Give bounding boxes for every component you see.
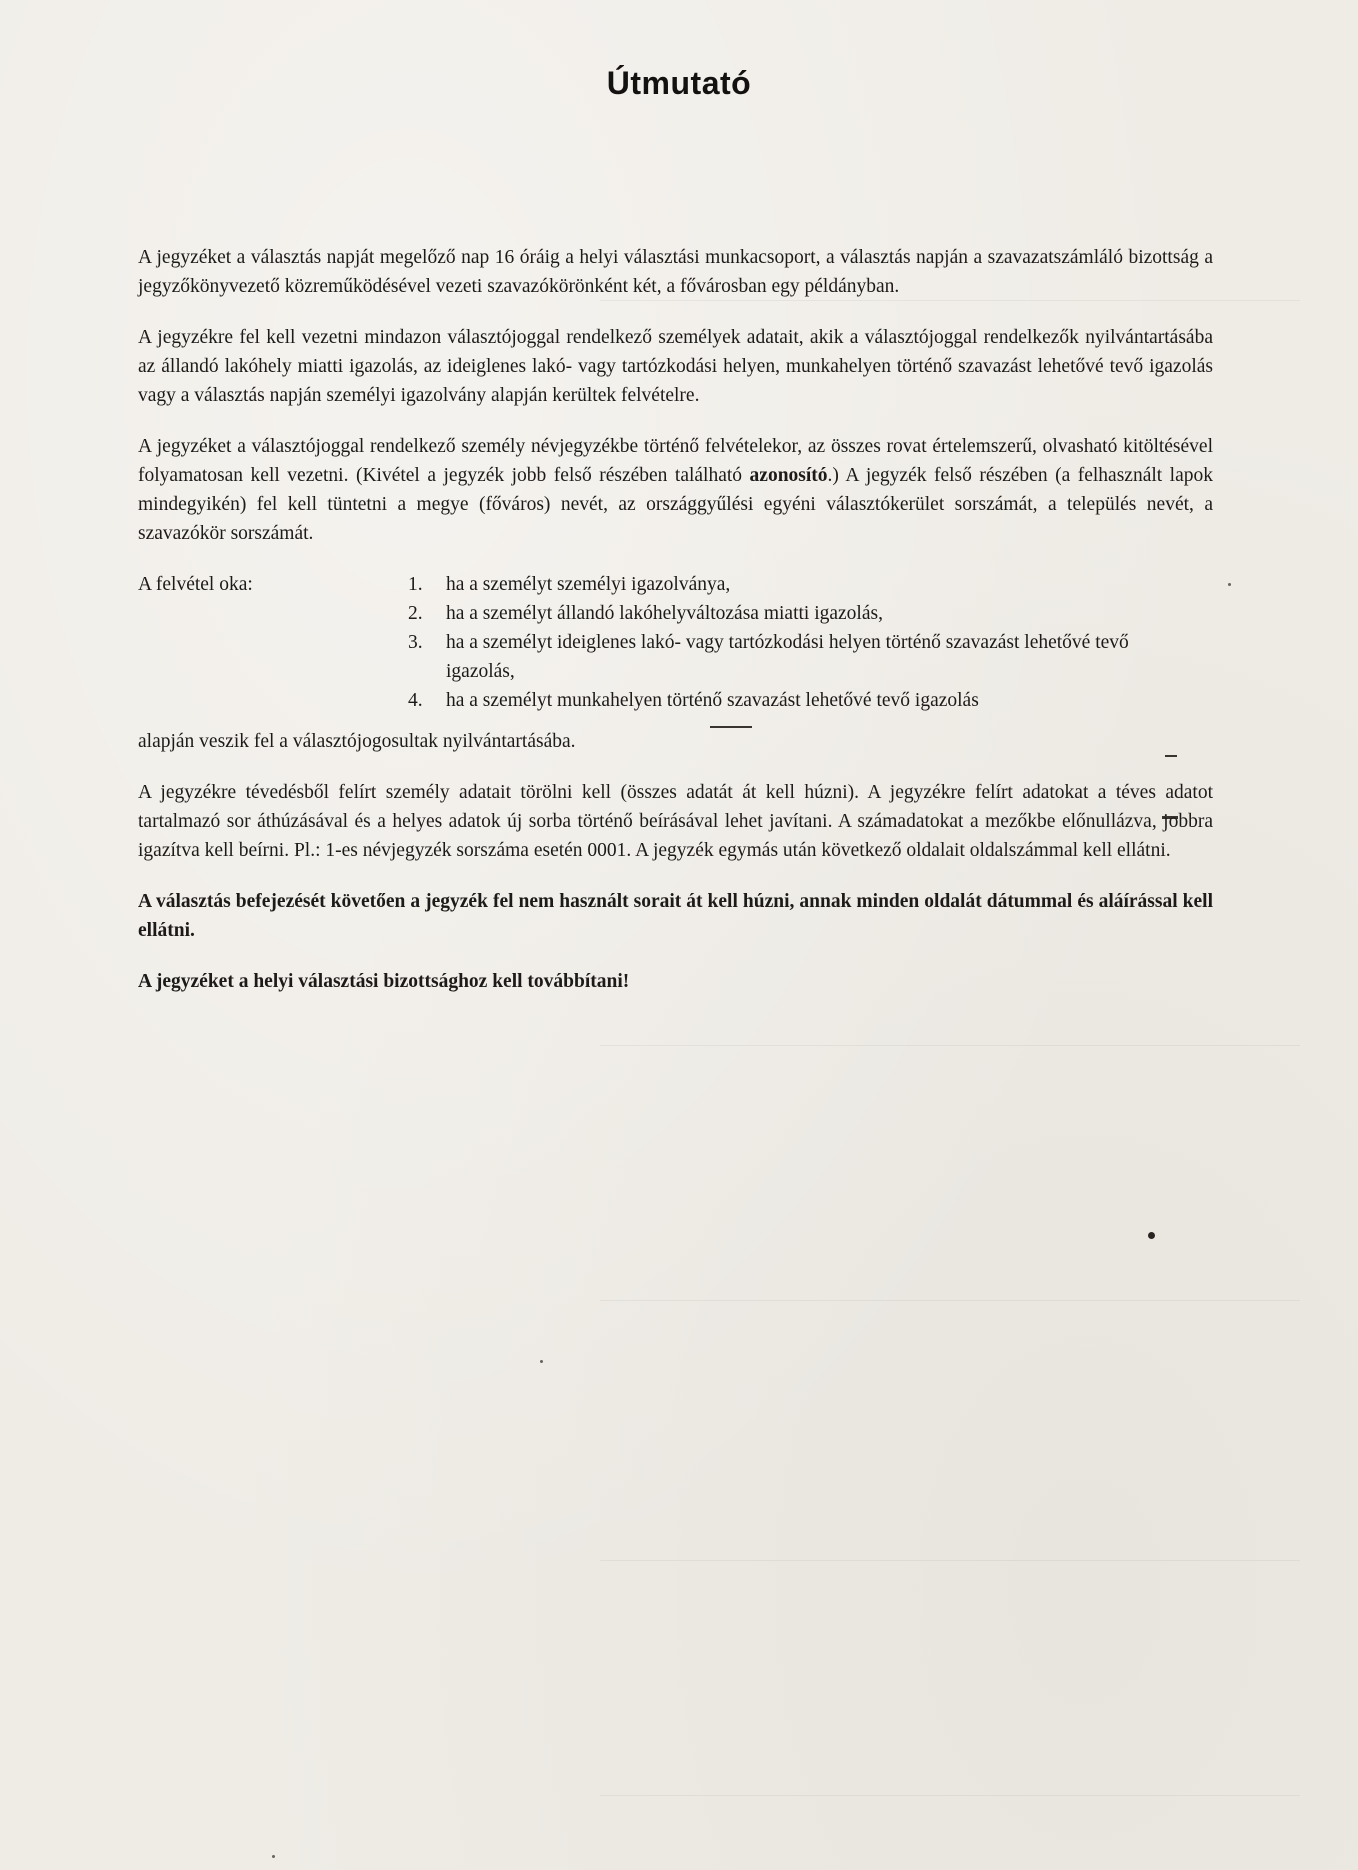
ink-speck [540, 1360, 543, 1363]
list-item-number: 3. [408, 632, 423, 653]
instructions-body [138, 243, 1213, 1018]
registration-reasons [138, 570, 1213, 715]
paragraph-how-to-fill [138, 432, 1213, 548]
page-title: Útmutató [606, 65, 752, 102]
reasons-conclusion: alapján veszik fel a választójogosultak nyilvántartásába. [138, 731, 576, 752]
list-item-text: ha a személyt személyi igazolványa, [446, 574, 731, 595]
list-item-text: ha a személyt ideiglenes lakó- vagy tartózkodási helyen történő szavazást lehetővé tevő igazolás, [446, 632, 1129, 682]
ink-speck [1148, 1232, 1155, 1239]
list-item [408, 628, 1213, 686]
reasons-label: A felvétel oka: [138, 574, 253, 595]
reasons-list [408, 570, 1213, 715]
list-item [408, 570, 1213, 599]
list-item [408, 599, 1213, 628]
list-item-number: 4. [408, 690, 423, 711]
list-item-number: 1. [408, 574, 423, 595]
paragraph-how-to-fill-part1: A jegyzéket a választójoggal rendelkező személy névjegyzékbe történő felvételekor, az összes rovat értelemszerű, olvasható kitöltésével folyamatosan kell vezetni. (Kivétel a jegyzék jobb felső részében található [138, 436, 1213, 486]
list-item-text: ha a személyt állandó lakóhelyváltozása miatti igazolás, [446, 603, 883, 624]
paragraph-who-keeps-list: A jegyzéket a választás napját megelőző nap 16 óráig a helyi választási munkacsoport, a választás napján a szavazatszámláló bizottság a jegyzőkönyvezető közreműködésével vezeti szavazókörönként két, a fővárosban egy példányban. [138, 247, 1213, 297]
bleed-through-line [600, 1045, 1300, 1046]
list-item [408, 686, 1213, 715]
ink-speck [272, 1855, 275, 1858]
paragraph-closing-instructions: A választás befejezését követően a jegyzék fel nem használt sorait át kell húzni, annak minden oldalát dátummal és aláírással kell ellátni. [138, 891, 1213, 941]
ink-speck [1228, 583, 1231, 586]
paragraph-who-to-register: A jegyzékre fel kell vezetni mindazon választójoggal rendelkező személyek adatait, akik a választójoggal rendelkezők nyilvántartásába az állandó lakóhely miatti igazolás, az ideiglenes lakó- vagy tartózkodási helyen, munkahelyen történő szavazást lehetővé tevő igazolás vagy a választás napján személyi igazolvány alapján kerültek felvételre. [138, 327, 1213, 406]
list-item-text: ha a személyt munkahelyen történő szavazást lehetővé tevő igazolás [446, 690, 979, 711]
bleed-through-line [600, 1300, 1300, 1301]
paragraph-corrections: A jegyzékre tévedésből felírt személy adatait törölni kell (összes adatát át kell húzni). A jegyzékre felírt adatokat a téves adatot tartalmazó sor áthúzásával és a helyes adatok új sorba történő beírásával lehet javítani. A számadatokat a mezőkbe előnullázva, jobbra igazítva kell beírni. Pl.: 1-es névjegyzék sorszáma esetén 0001. A jegyzék egymás után következő oldalait oldalszámmal kell ellátni. [138, 782, 1213, 861]
bleed-through-line [600, 1560, 1300, 1561]
identifier-term: azonosító [749, 465, 828, 486]
bleed-through-line [600, 1795, 1300, 1796]
paragraph-forwarding-instruction: A jegyzéket a helyi választási bizottsághoz kell továbbítani! [138, 971, 630, 992]
paragraph-how-to-fill-part2: .) A jegyzék felső részében (a felhasznált lapok mindegyikén) fel kell tüntetni a megye (főváros) nevét, az országgyűlési egyéni választókerület sorszámát, a település nevét, a szavazókör sorszámát. [138, 465, 1214, 544]
list-item-number: 2. [408, 603, 423, 624]
